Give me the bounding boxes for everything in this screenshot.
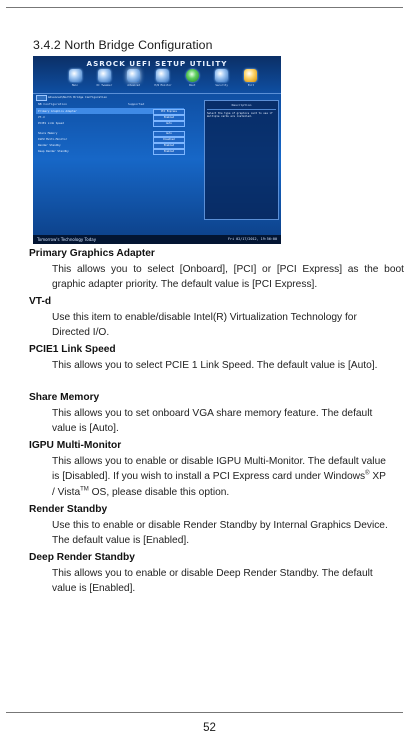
section-title: 3.4.2 North Bridge Configuration xyxy=(33,38,213,52)
bottom-rule xyxy=(6,712,403,713)
entry-title-igpu-multi-monitor: IGPU Multi-Monitor xyxy=(29,440,122,451)
advanced-icon xyxy=(127,69,140,82)
bios-nav-main[interactable]: Main xyxy=(63,69,87,93)
bios-nav-oc-tweaker[interactable]: OC Tweaker xyxy=(92,69,116,93)
entry-title-vtd: VT-d xyxy=(29,296,52,307)
oc-tweaker-icon xyxy=(98,69,111,82)
bios-nav-exit[interactable]: Exit xyxy=(239,69,263,93)
bios-row-render-standby[interactable]: Render Standby Enabled xyxy=(36,142,184,148)
entry-body-primary-graphics: This allows you to select [Onboard], [PCI] or [PCI Express] as the boot graphic adapter priority. The default value is [PCI Express]. xyxy=(52,264,404,291)
entry-body-vtd: Use this item to enable/disable Intel(R) Virtualization Technology for Directed I/O. xyxy=(52,312,357,339)
hw-monitor-icon xyxy=(156,69,169,82)
bios-description-text: Select the type of graphics card to use if multiple cards are installed. xyxy=(207,112,273,119)
boot-icon xyxy=(186,69,199,82)
bios-nav-bar xyxy=(63,69,263,93)
exit-icon xyxy=(244,69,257,82)
bios-row-share-memory[interactable]: Share Memory Auto xyxy=(36,130,184,136)
entry-body-pcie1-link-speed: This allows you to select PCIE 1 Link Speed. The default value is [Auto]. xyxy=(52,360,378,371)
entry-title-primary-graphics: Primary Graphics Adapter xyxy=(29,248,155,259)
bios-footer xyxy=(33,235,281,244)
main-icon xyxy=(69,69,82,82)
bios-breadcrumb: Advanced\North Bridge Configuration xyxy=(48,95,107,99)
bios-nav-hw-monitor[interactable]: H/W Monitor xyxy=(151,69,175,93)
entry-title-pcie1-link-speed: PCIE1 Link Speed xyxy=(29,344,116,355)
bios-row-pcie1-link-speed[interactable]: PCIE1 Link Speed Auto xyxy=(36,120,184,126)
bios-row-primary-graphics[interactable]: Primary Graphics Adapter PCI Express xyxy=(36,108,184,114)
top-rule xyxy=(6,7,403,8)
bios-title: ASROCK UEFI SETUP UTILITY xyxy=(86,59,228,68)
bios-screenshot xyxy=(33,56,281,244)
bios-nav-security[interactable]: Security xyxy=(210,69,234,93)
bios-separator xyxy=(33,93,281,94)
entry-body-share-memory: This allows you to set onboard VGA share memory feature. The default value is [Auto]. xyxy=(52,408,373,435)
bios-col-nb-configuration: NB Configuration xyxy=(38,102,67,106)
bios-slogan: Tomorrow's Technology Today xyxy=(37,237,97,242)
entry-body-igpu-multi-monitor: This allows you to enable or disable IGPU Multi-Monitor. The default value is [Disabled]. If you wish to install a PCI Express card under Windows® XP / Vista™ OS, please disable this option. xyxy=(52,456,386,498)
bios-settings-list xyxy=(36,108,184,154)
bios-row-vtd[interactable]: VT-d Enabled xyxy=(36,114,184,120)
entry-body-render-standby: Use this to enable or disable Render Standby by Internal Graphics Device. The default value is [Enabled]. xyxy=(52,520,388,547)
bios-clock: Fri 02/17/2012, 19:56:00 xyxy=(228,237,277,241)
bios-col-supported: Supported xyxy=(128,102,145,106)
security-icon xyxy=(215,69,228,82)
bios-row-deep-render-standby[interactable]: Deep Render Standby Enabled xyxy=(36,148,184,154)
bios-description-panel xyxy=(204,100,279,220)
bios-nav-boot[interactable]: Boot xyxy=(180,69,204,93)
entry-title-share-memory: Share Memory xyxy=(29,392,100,403)
entry-body-deep-render-standby: This allows you to enable or disable Deep Render Standby. The default value is [Enabled]. xyxy=(52,568,373,595)
bios-description-heading: Description xyxy=(231,103,252,107)
page-number: 52 xyxy=(203,722,216,734)
bios-row-igpu-multi-monitor[interactable]: IGPU Multi-Monitor Disabled xyxy=(36,136,184,142)
entry-title-render-standby: Render Standby xyxy=(29,504,108,515)
bios-back-button[interactable] xyxy=(36,95,47,101)
bios-nav-advanced[interactable]: Advanced xyxy=(122,69,146,93)
entry-title-deep-render-standby: Deep Render Standby xyxy=(29,552,135,563)
